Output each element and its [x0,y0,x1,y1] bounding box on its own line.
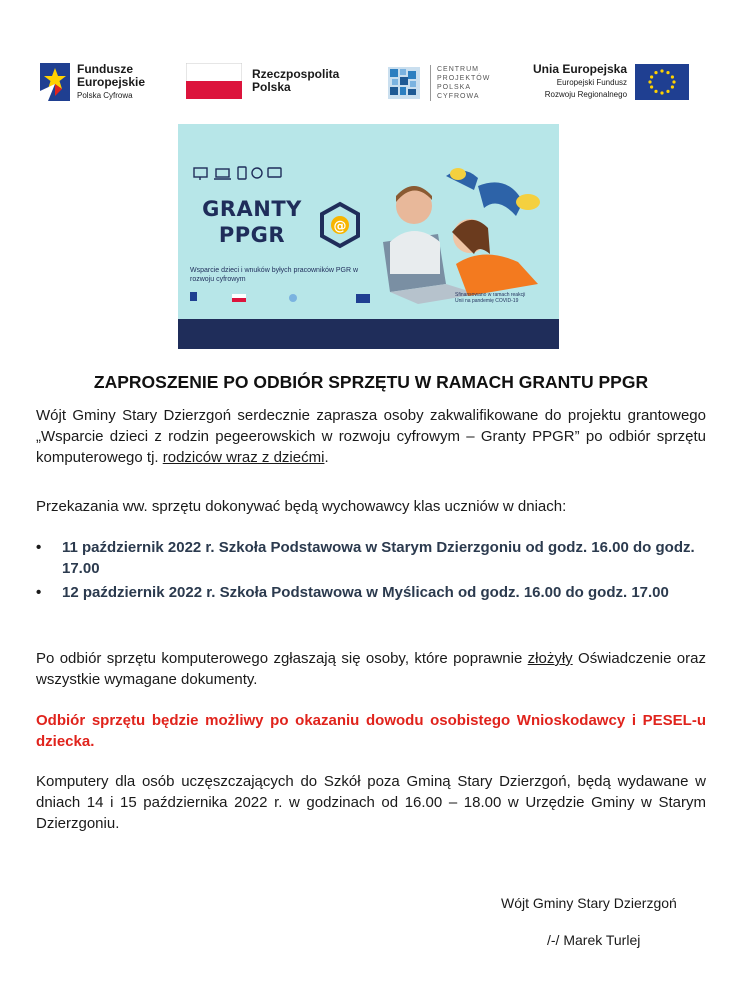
cpp-line3: POLSKA [437,84,472,91]
ue-line3: Rozwoju Regionalnego [544,90,628,99]
pickup-end: Oświadczenie oraz wszystkie wymagane dokumenty. [36,650,706,688]
rp-line2: Polska [252,80,291,94]
warning-text: Odbiór sprzętu będzie możliwy po okazaniu dowodu osobistego Wnioskodawcy i PESEL-u dziecka. [36,712,706,750]
signature-name: /-/ Marek Turlej [547,932,641,948]
bullet-icon: • [36,539,42,556]
rp-line1: Rzeczpospolita [252,67,340,81]
granty-ppgr-banner [178,124,559,349]
rzeczpospolita-logo [186,63,339,99]
list-item [36,537,706,579]
bullet-icon: • [36,584,42,601]
pickup-paragraph [36,648,706,690]
banner-bottom-bar [178,319,559,349]
svg-text:@: @ [333,219,347,234]
centrum-projektow-logo [384,63,490,103]
eu-flag-icon [635,64,689,100]
cpp-pixel-icon [384,63,424,103]
banner-title-line1: GRANTY [202,197,302,221]
intro-underlined: rodziców wraz z dziećmi [162,449,325,466]
fe-star-icon [40,63,70,101]
other-schools-paragraph: Komputery dla osób uczęszczających do Szkół poza Gminą Stary Dzierzgoń, będą wydawane w dniach 14 i 15 października 2022 r. w godzinach od 16.00 – 18.00 w Urzędzie Gminy w Starym Dzierzgoniu. [36,773,706,832]
banner-subtitle: Wsparcie dzieci i wnuków byłych pracowników PGR w rozwoju cyfrowym [190,267,359,283]
banner-title [192,196,312,248]
pickup-underlined: złożyły [527,650,573,667]
cpp-line2: PROJEKTÓW [437,75,491,82]
signature-title: Wójt Gminy Stary Dzierzgoń [501,895,677,911]
fe-line3: Polska Cyfrowa [77,91,133,100]
cpp-line4: CYFROWA [437,93,480,100]
intro-paragraph [36,405,706,468]
intro-text: Wójt Gminy Stary Dzierzgoń serdecznie zaprasza osoby zakwalifikowane do projektu grantowego „Wsparcie dzieci z rodzin pegeerowskich w rozwoju cyfrowym – Granty PPGR” po odbiór sprzętu komputerowego tj. [36,407,706,466]
fe-line1: Fundusze [77,62,133,76]
date-list [36,537,706,606]
intro-end: . [324,449,329,466]
pickup-text: Po odbiór sprzętu komputerowego zgłaszają się osoby, które poprawnie [36,650,528,667]
fe-line2: Europejskie [77,75,146,89]
handover-text: Przekazania ww. sprzętu dokonywać będą wychowawcy klas uczniów w dniach: [36,498,567,515]
date-item-2: 12 październik 2022 r. Szkoła Podstawowa w Myślicach od godz. 16.00 do godz. 17.00 [62,584,669,601]
polish-flag-icon [186,63,242,99]
ue-line2: Europejski Fundusz [556,78,628,87]
banner-small-note: Sfinansowano w ramach reakcji Unii na pandemię COVID-19 [455,292,526,304]
cpp-line1: CENTRUM [437,66,479,73]
fundusze-europejskie-logo [40,63,145,101]
logo-strip [0,55,739,115]
banner-title-line2: PPGR [218,223,286,247]
page-title: ZAPROSZENIE PO ODBIÓR SPRZĘTU W RAMACH GRANTU PPGR [93,372,649,392]
list-item [36,582,706,603]
ue-line1: Unia Europejska [533,62,628,76]
date-item-1: 11 październik 2022 r. Szkoła Podstawowa w Starym Dzierzgoniu od godz. 16.00 do godz. 17.00 [62,539,695,577]
unia-europejska-logo [533,63,689,100]
